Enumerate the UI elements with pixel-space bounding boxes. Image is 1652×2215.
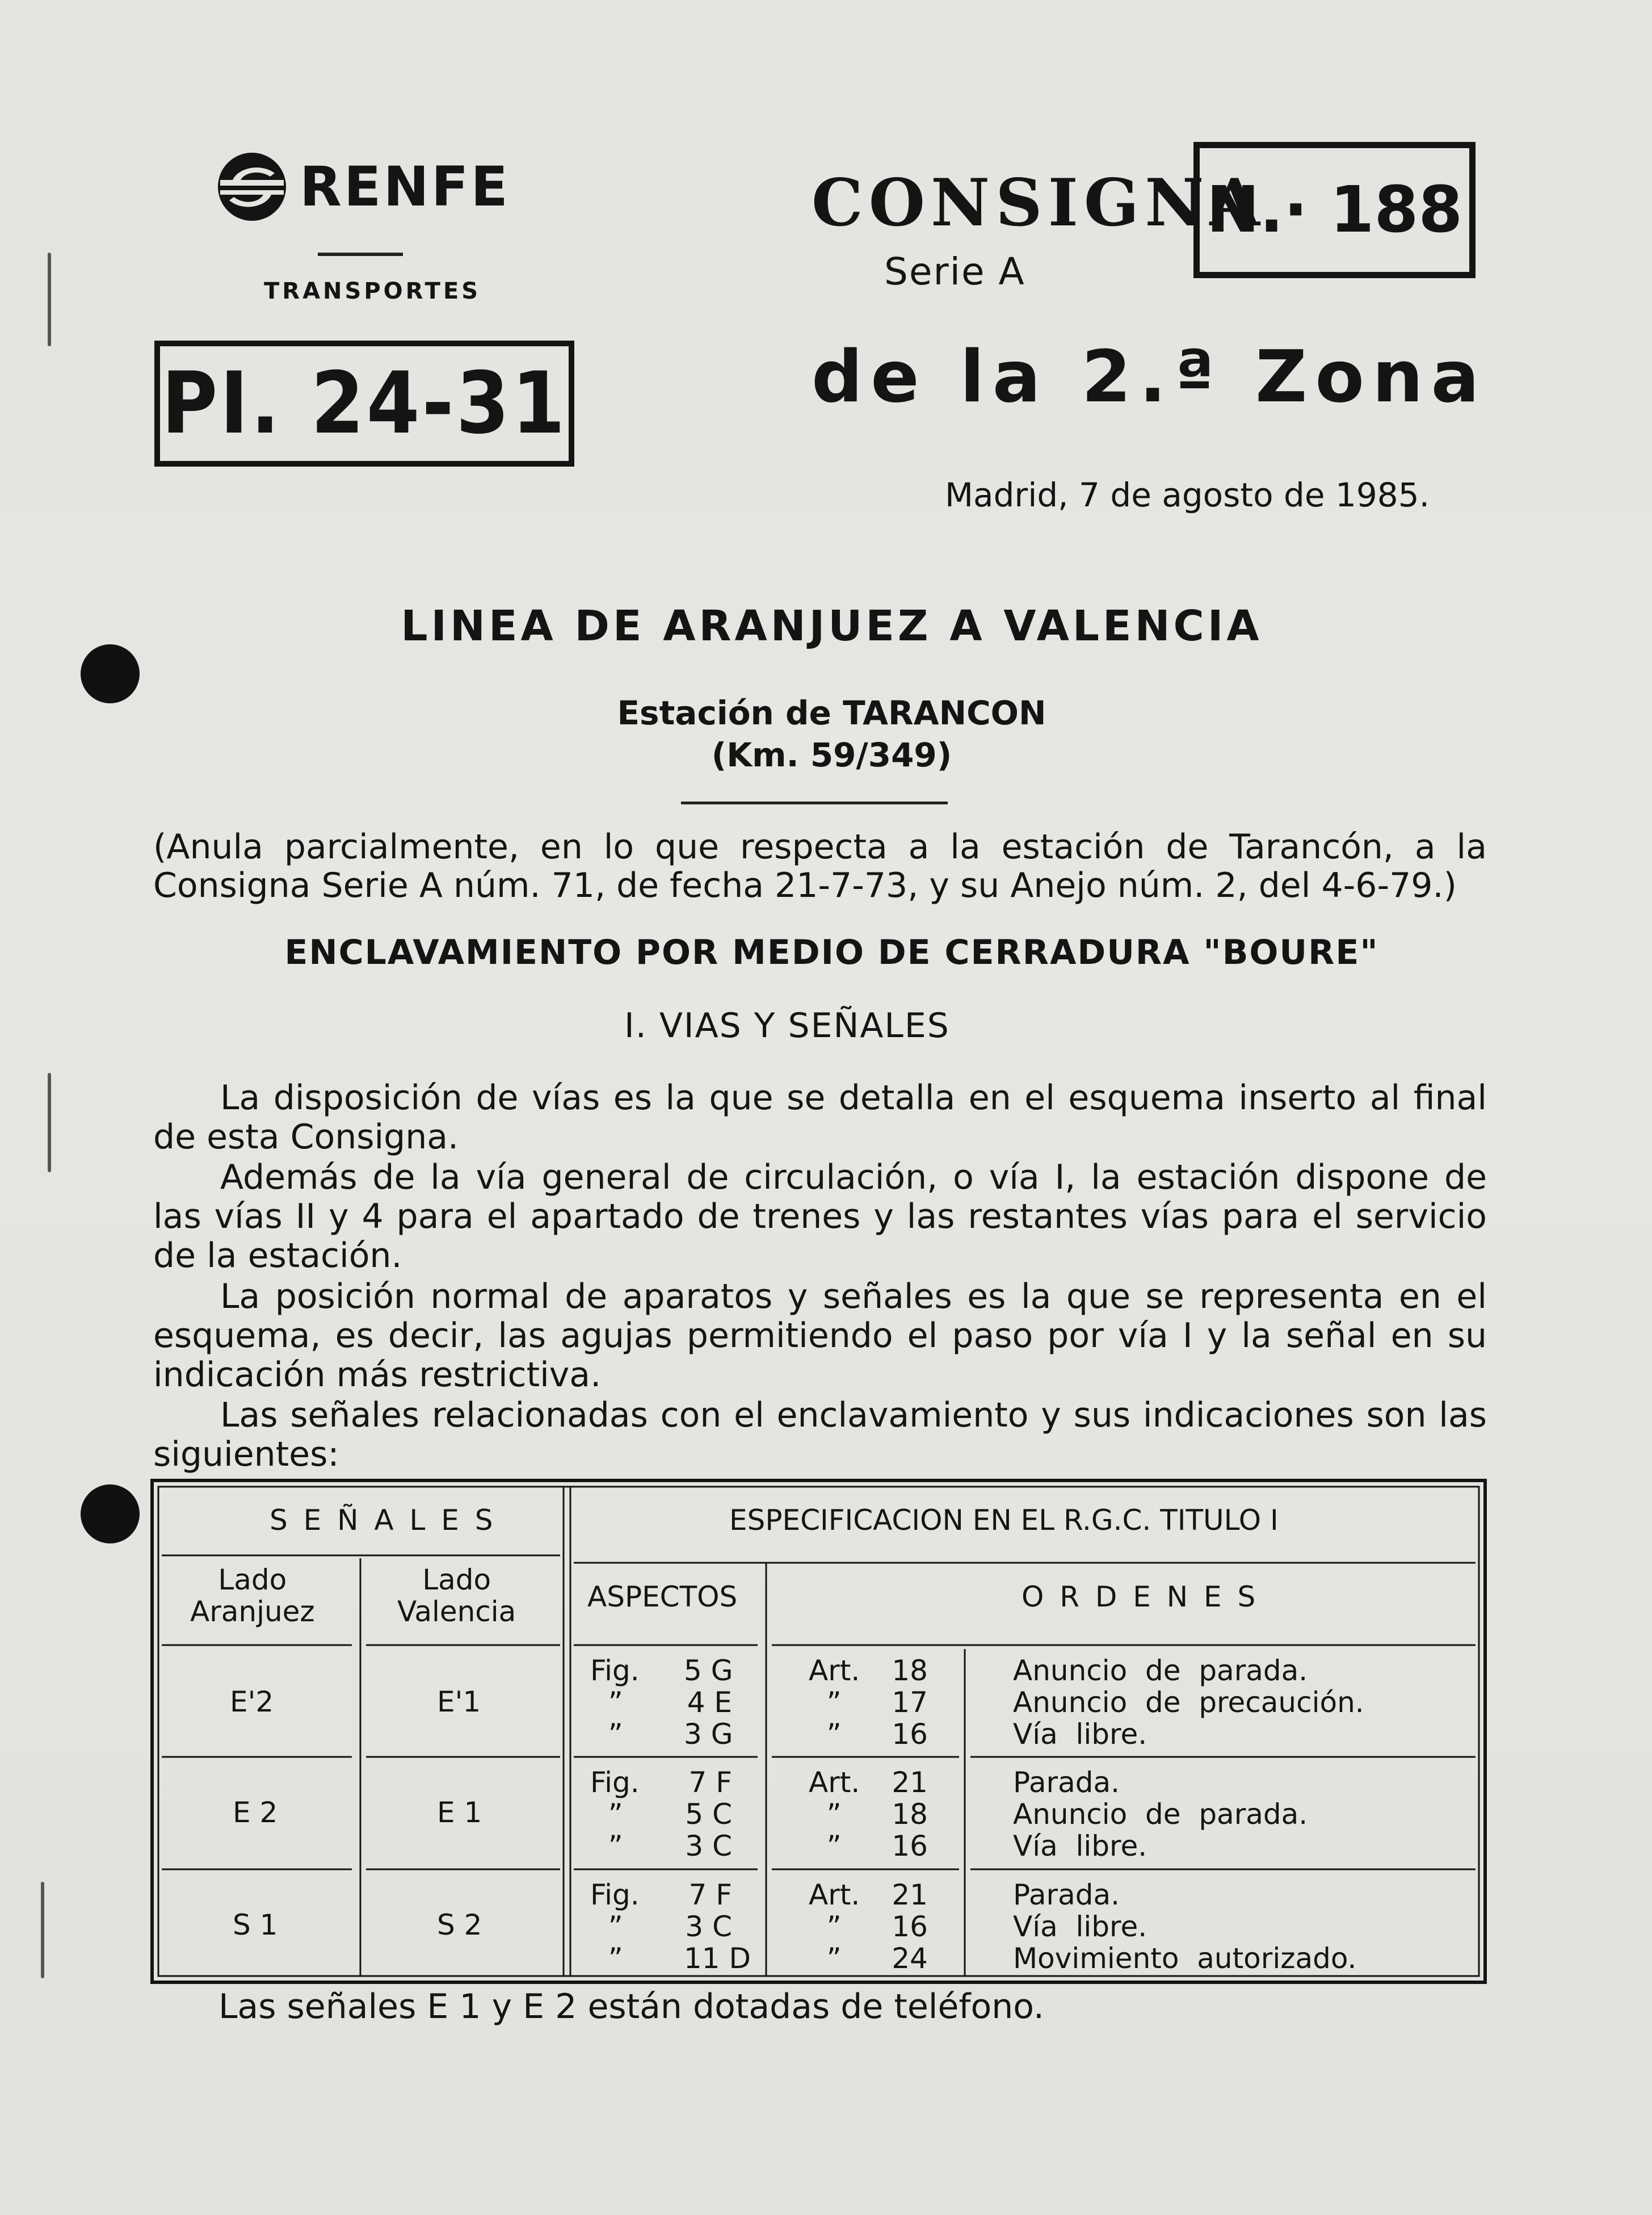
date-line: Madrid, 7 de agosto de 1985.: [945, 476, 1430, 514]
header-ordenes: O R D E N E S: [1022, 1580, 1259, 1613]
plano-reference-box: PI. 24-31: [154, 341, 574, 467]
section-heading: ENCLAVAMIENTO POR MEDIO DE CERRADURA "BOURE": [284, 933, 1379, 972]
orders: Anuncio de parada. Anuncio de precaución. Vía libre.: [1013, 1654, 1364, 1751]
article-values: 21 16 24: [892, 1878, 928, 1975]
figure-values: 7 F 5 C 3 C: [685, 1766, 732, 1862]
km-label: (Km. 59/349): [711, 736, 952, 774]
subsection-heading: I. VIAS Y SEÑALES: [624, 1006, 950, 1046]
logo-wordmark: RENFE: [300, 155, 510, 219]
divider: [318, 253, 403, 256]
serie-label: Serie A: [884, 250, 1025, 293]
renfe-logo-icon: [216, 150, 288, 223]
orders: Parada. Anuncio de parada. Vía libre.: [1013, 1766, 1308, 1862]
renfe-logo: [216, 150, 510, 223]
header-aspectos: ASPECTOS: [587, 1580, 738, 1613]
footnote: Las señales E 1 y E 2 están dotadas de teléfono.: [218, 1987, 1044, 2027]
margin-mark: [41, 1882, 44, 1978]
zona-title: de la 2.ª Zona: [812, 335, 1487, 418]
station-title: Estación de TARANCON: [617, 694, 1046, 732]
figure-label: Fig. ” ”: [590, 1654, 640, 1751]
article-label: Art. ” ”: [809, 1878, 860, 1975]
margin-mark: [48, 1073, 51, 1172]
header-lado-valencia: Lado Valencia: [397, 1563, 516, 1628]
signals-table: [150, 1479, 1487, 1984]
annulment-note: (Anula parcialmente, en lo que respecta a la estación de Tarancón, a la Consigna Serie A núm. 71, de fecha 21-7-73, y su Anejo núm. 2, del 4-6-79.): [153, 827, 1487, 905]
figure-values: 7 F 3 C 11 D: [684, 1878, 751, 1975]
figure-label: Fig. ” ”: [590, 1766, 640, 1862]
article-values: 18 17 16: [892, 1654, 928, 1751]
transportes-label: TRANSPORTES: [264, 278, 481, 304]
article-label: Art. ” ”: [809, 1766, 860, 1862]
signal-valencia: S 2: [437, 1908, 482, 1941]
paragraph: La posición normal de aparatos y señales es la que se representa en el esquema, es decir, las agujas permitiendo el paso por vía I y la señal en su indicación más restrictiva.: [153, 1277, 1487, 1395]
line-title: LINEA DE ARANJUEZ A VALENCIA: [401, 602, 1263, 651]
signal-aranjuez: E 2: [233, 1796, 278, 1829]
paragraph: La disposición de vías es la que se detalla en el esquema inserto al final de esta Consigna.: [153, 1078, 1487, 1157]
margin-mark: [48, 253, 51, 346]
signal-valencia: E'1: [437, 1685, 481, 1718]
signal-valencia: E 1: [437, 1796, 482, 1829]
paragraph: Las señales relacionadas con el enclavamiento y sus indicaciones son las siguientes:: [153, 1395, 1487, 1474]
punch-hole: [81, 1484, 140, 1543]
signal-aranjuez: E'2: [230, 1685, 274, 1718]
consigna-title: CONSIGNA: [812, 165, 1266, 241]
article-values: 21 18 16: [892, 1766, 928, 1862]
signal-aranjuez: S 1: [233, 1908, 278, 1941]
consigna-number-box: N.· 188: [1193, 142, 1476, 278]
header-lado-aranjuez: Lado Aranjuez: [190, 1563, 315, 1628]
divider: [681, 802, 948, 804]
header-specification: ESPECIFICACION EN EL R.G.C. TITULO I: [729, 1504, 1279, 1537]
paragraph: Además de la vía general de circulación, o vía I, la estación dispone de las vías II y 4 para el apartado de trenes y las restantes vías para el servicio de la estación.: [153, 1157, 1487, 1276]
article-label: Art. ” ”: [809, 1654, 860, 1751]
figure-values: 5 G 4 E 3 G: [684, 1654, 733, 1751]
orders: Parada. Vía libre. Movimiento autorizado.: [1013, 1878, 1357, 1975]
figure-label: Fig. ” ”: [590, 1878, 640, 1975]
header-senales: S E Ñ A L E S: [270, 1504, 497, 1537]
